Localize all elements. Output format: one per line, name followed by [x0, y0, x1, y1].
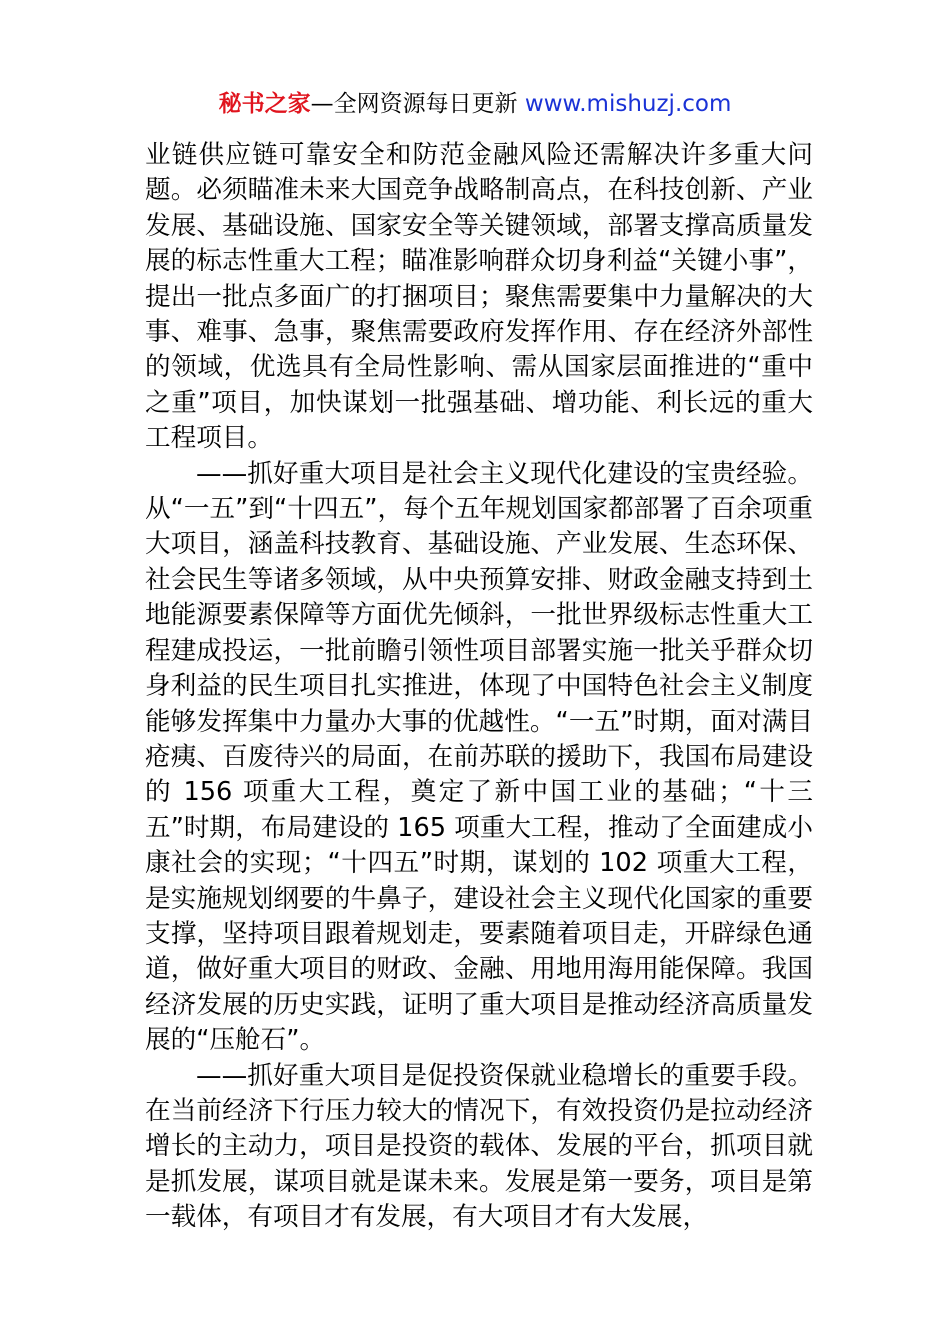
paragraph-investment: ——抓好重大项目是促投资保就业稳增长的重要手段。在当前经济下行压力较大的情况下，有效投资仍是拉动经济增长的主动力，项目是投资的载体、发展的平台，抓项目就是抓发展，谋项目就是谋未来。发展是第一要务，项目是第一载体，有项目才有发展，有大项目才有大发展，: [145, 1060, 813, 1233]
document-body: [145, 138, 813, 1236]
site-tagline: —全网资源每日更新: [310, 91, 525, 117]
paragraph-experience: ——抓好重大项目是社会主义现代化建设的宝贵经验。从“一五”到“十四五”，每个五年规划国家都部署了百余项重大项目，涵盖科技教育、基础设施、产业发展、生态环保、社会民生等诸多领域，从中央预算安排、财政金融支持到土地能源要素保障等方面优先倾斜，一批世界级标志性重大工程建成投运，一批前瞻引领性项目部署实施一批关乎群众切身利益的民生项目扎实推进，体现了中国特色社会主义制度能够发挥集中力量办大事的优越性。“一五”时期，面对满目疮痍、百废待兴的局面，在前苏联的援助下，我国布局建设的 156 项重大工程，奠定了新中国工业的基础；“十三五”时期，布局建设的 165 项重大工程，推动了全面建成小康社会的实现；“十四五”时期，谋划的 102 项重大工程，是实施规划纲要的牛鼻子，建设社会主义现代化国家的重要支撑，坚持项目跟着规划走，要素随着项目走，开辟绿色通道，做好重大项目的财政、金融、用地用海用能保障。我国经济发展的历史实践，证明了重大项目是推动经济高质量发展的“压舱石”。: [145, 458, 813, 1056]
site-brand-name: 秘书之家: [218, 91, 311, 117]
site-header-banner: [0, 88, 950, 120]
paragraph-continued: 业链供应链可靠安全和防范金融风险还需解决许多重大问题。必须瞄准未来大国竞争战略制高点，在科技创新、产业发展、基础设施、国家安全等关键领域，部署支撑高质量发展的标志性重大工程；瞄准影响群众切身利益“关键小事”，提出一批点多面广的打捆项目；聚焦需要集中力量解决的大事、难事、急事，聚焦需要政府发挥作用、存在经济外部性的领域，优选具有全局性影响、需从国家层面推进的“重中之重”项目，加快谋划一批强基础、增功能、利长远的重大工程项目。: [145, 140, 813, 454]
site-url-link[interactable]: www.mishuzj.com: [524, 91, 732, 117]
